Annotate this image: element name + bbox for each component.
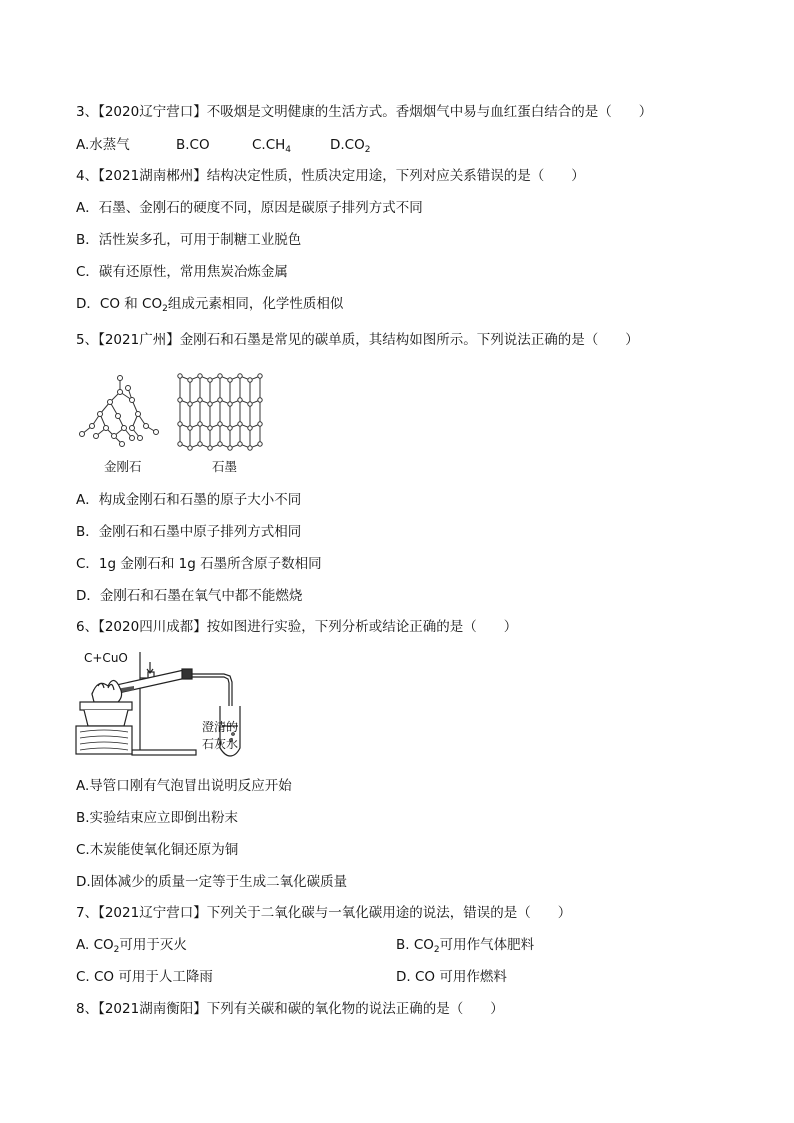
q5-option-d: D．金刚石和石墨在氧气中都不能燃烧 <box>76 588 303 604</box>
diamond-structure-diagram <box>80 376 159 447</box>
q7-option-b: B. $CO_2$可用作气体肥料 <box>396 937 535 955</box>
q3-stem: 3、【2020辽宁营口】不吸烟是文明健康的生活方式。香烟烟气中易与血红蛋白结合的是（ ） <box>76 104 653 120</box>
q7-stem: 7、【2021辽宁营口】下列关于二氧化碳与一氧化碳用途的说法，错误的是（ ） <box>76 905 572 921</box>
q3-option-c: $C.CH_4$ <box>252 137 292 155</box>
q5-option-a: A．构成金刚石和石墨的原子大小不同 <box>76 492 302 508</box>
q3-option-d: $D.CO_2$ <box>330 137 371 155</box>
q7-option-d: D. CO 可用作燃料 <box>396 969 507 985</box>
graphite-label: 石墨 <box>212 459 238 474</box>
q5-stem: 5、【2021广州】金刚石和石墨是常见的碳单质，其结构如图所示。下列说法正确的是（ ） <box>76 332 639 348</box>
q6-option-a: A.导管口刚有气泡冒出说明反应开始 <box>76 778 292 794</box>
limewater-label-line2: 石灰水 <box>202 737 239 751</box>
q8-stem: 8、【2021湖南衡阳】下列有关碳和碳的氧化物的说法正确的是（ ） <box>76 1001 504 1017</box>
graphite-structure-diagram <box>178 374 262 450</box>
q5-option-b: B．金刚石和石墨中原子排列方式相同 <box>76 524 302 540</box>
diamond-label: 金刚石 <box>104 459 142 474</box>
q4-stem: 4、【2021湖南郴州】结构决定性质，性质决定用途，下列对应关系错误的是（ ） <box>76 168 585 184</box>
limewater-label-line1: 澄清的 <box>202 720 239 734</box>
q6-stem: 6、【2020四川成都】按如图进行实验，下列分析或结论正确的是（ ） <box>76 619 518 635</box>
q7-option-a: A. $CO_2$可用于灭火 <box>76 937 187 955</box>
q4-option-a: A．石墨、金刚石的硬度不同，原因是碳原子排列方式不同 <box>76 200 423 216</box>
q4-option-b: B．活性炭多孔，可用于制糖工业脱色 <box>76 232 302 248</box>
carbon-structures-figure <box>76 372 266 454</box>
q4-option-d: D．CO 和 $CO_2$组成元素相同，化学性质相似 <box>76 296 344 314</box>
q6-option-b: B.实验结束应立即倒出粉末 <box>76 810 239 826</box>
q6-option-d: D.固体减少的质量一定等于生成二氧化碳质量 <box>76 874 348 890</box>
q5-option-c: C．1g 金刚石和 1g 石墨所含原子数相同 <box>76 556 322 572</box>
q7-option-c: C. CO 可用于人工降雨 <box>76 969 213 985</box>
q6-option-c: C.木炭能使氧化铜还原为铜 <box>76 842 239 858</box>
q3-option-b: B.CO <box>176 137 210 153</box>
reactants-label: C+CuO <box>84 651 128 665</box>
q3-option-a: A.水蒸气 <box>76 137 130 153</box>
q4-option-c: C．碳有还原性，常用焦炭冶炼金属 <box>76 264 288 280</box>
